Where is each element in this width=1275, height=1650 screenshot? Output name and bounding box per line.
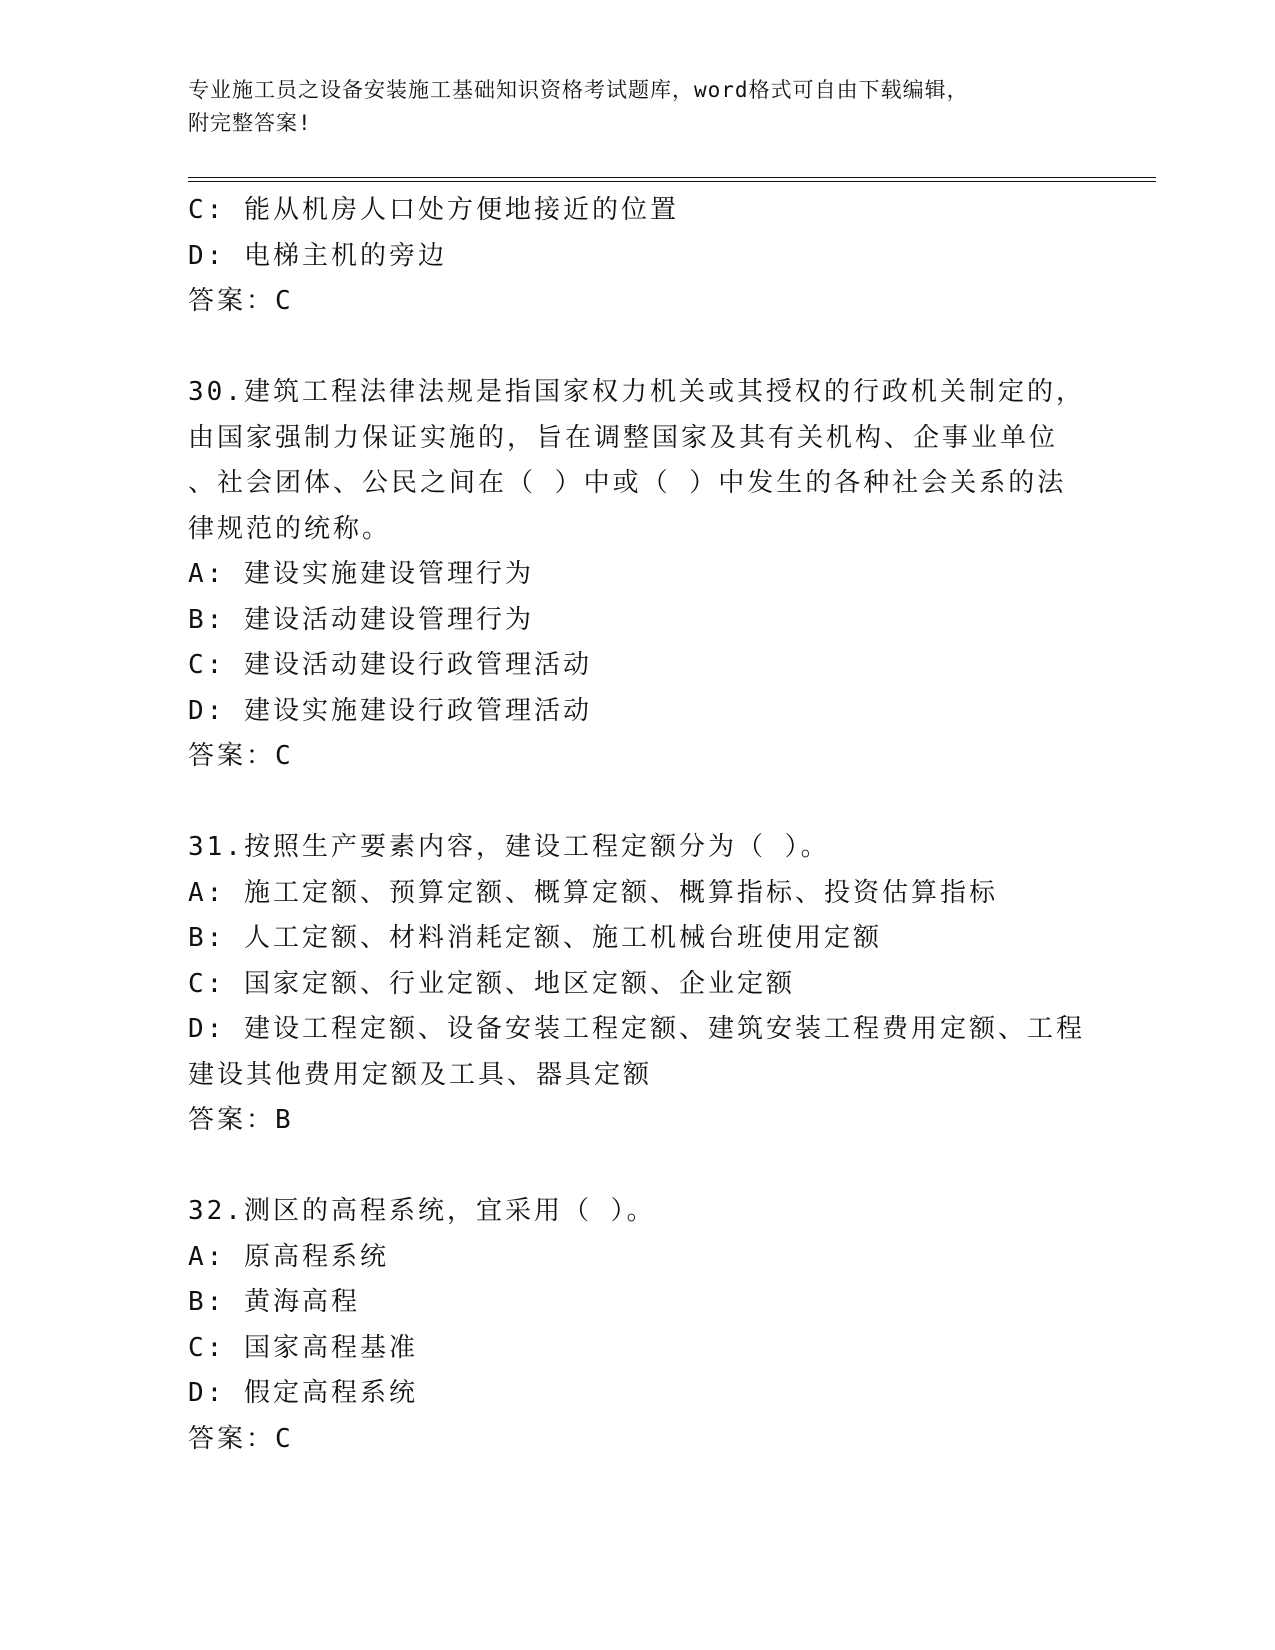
question-stem: 律规范的统称。 — [188, 513, 392, 544]
question-31 — [188, 825, 1088, 1144]
question-stem: 32.测区的高程系统，宜采用（ ）。 — [188, 1196, 656, 1226]
spacer — [188, 1144, 1088, 1190]
option-a: A: 原高程系统 — [188, 1241, 389, 1272]
option-d: D: 电梯主机的旁边 — [188, 240, 447, 271]
option-b: B: 黄海高程 — [188, 1287, 360, 1317]
header-line-2: 附完整答案! — [188, 111, 312, 135]
header-line-1: 专业施工员之设备安装施工基础知识资格考试题库，word格式可自由下载编辑， — [188, 78, 969, 102]
option-d-continued: 建设其他费用定额及工具、器具定额 — [188, 1059, 653, 1090]
option-c: C: 国家定额、行业定额、地区定额、企业定额 — [188, 968, 795, 999]
answer-line: 答案：C — [188, 286, 294, 316]
question-stem: 、社会团体、公民之间在（ ）中或（ ）中发生的各种社会关系的法 — [188, 468, 1067, 498]
option-c: C: 建设活动建设行政管理活动 — [188, 650, 592, 680]
question-29-tail — [188, 188, 1088, 325]
question-32 — [188, 1189, 1088, 1462]
answer-line: 答案：C — [188, 741, 294, 771]
header-divider — [188, 177, 1156, 182]
answer-line: 答案：C — [188, 1423, 294, 1454]
spacer — [188, 780, 1088, 826]
option-a: A: 建设实施建设管理行为 — [188, 559, 534, 589]
option-b: B: 建设活动建设管理行为 — [188, 604, 534, 635]
option-c: C: 能从机房人口处方便地接近的位置 — [188, 195, 679, 225]
option-a: A: 施工定额、预算定额、概算定额、概算指标、投资估算指标 — [188, 877, 998, 908]
document-header — [188, 74, 1068, 140]
option-b: B: 人工定额、材料消耗定额、施工机械台班使用定额 — [188, 923, 882, 953]
answer-line: 答案：B — [188, 1105, 294, 1135]
option-d: D: 假定高程系统 — [188, 1378, 418, 1408]
question-30 — [188, 370, 1088, 780]
option-d: D: 建设工程定额、设备安装工程定额、建筑安装工程费用定额、工程 — [188, 1014, 1085, 1044]
option-c: C: 国家高程基准 — [188, 1332, 418, 1363]
question-stem: 由国家强制力保证实施的，旨在调整国家及其有关机构、企事业单位 — [188, 422, 1059, 453]
question-stem: 30.建筑工程法律法规是指国家权力机关或其授权的行政机关制定的， — [188, 377, 1085, 407]
spacer — [188, 325, 1088, 371]
question-stem: 31.按照生产要素内容，建设工程定额分为（ ）。 — [188, 832, 830, 862]
question-list — [188, 188, 1088, 1462]
option-d: D: 建设实施建设行政管理活动 — [188, 695, 592, 726]
